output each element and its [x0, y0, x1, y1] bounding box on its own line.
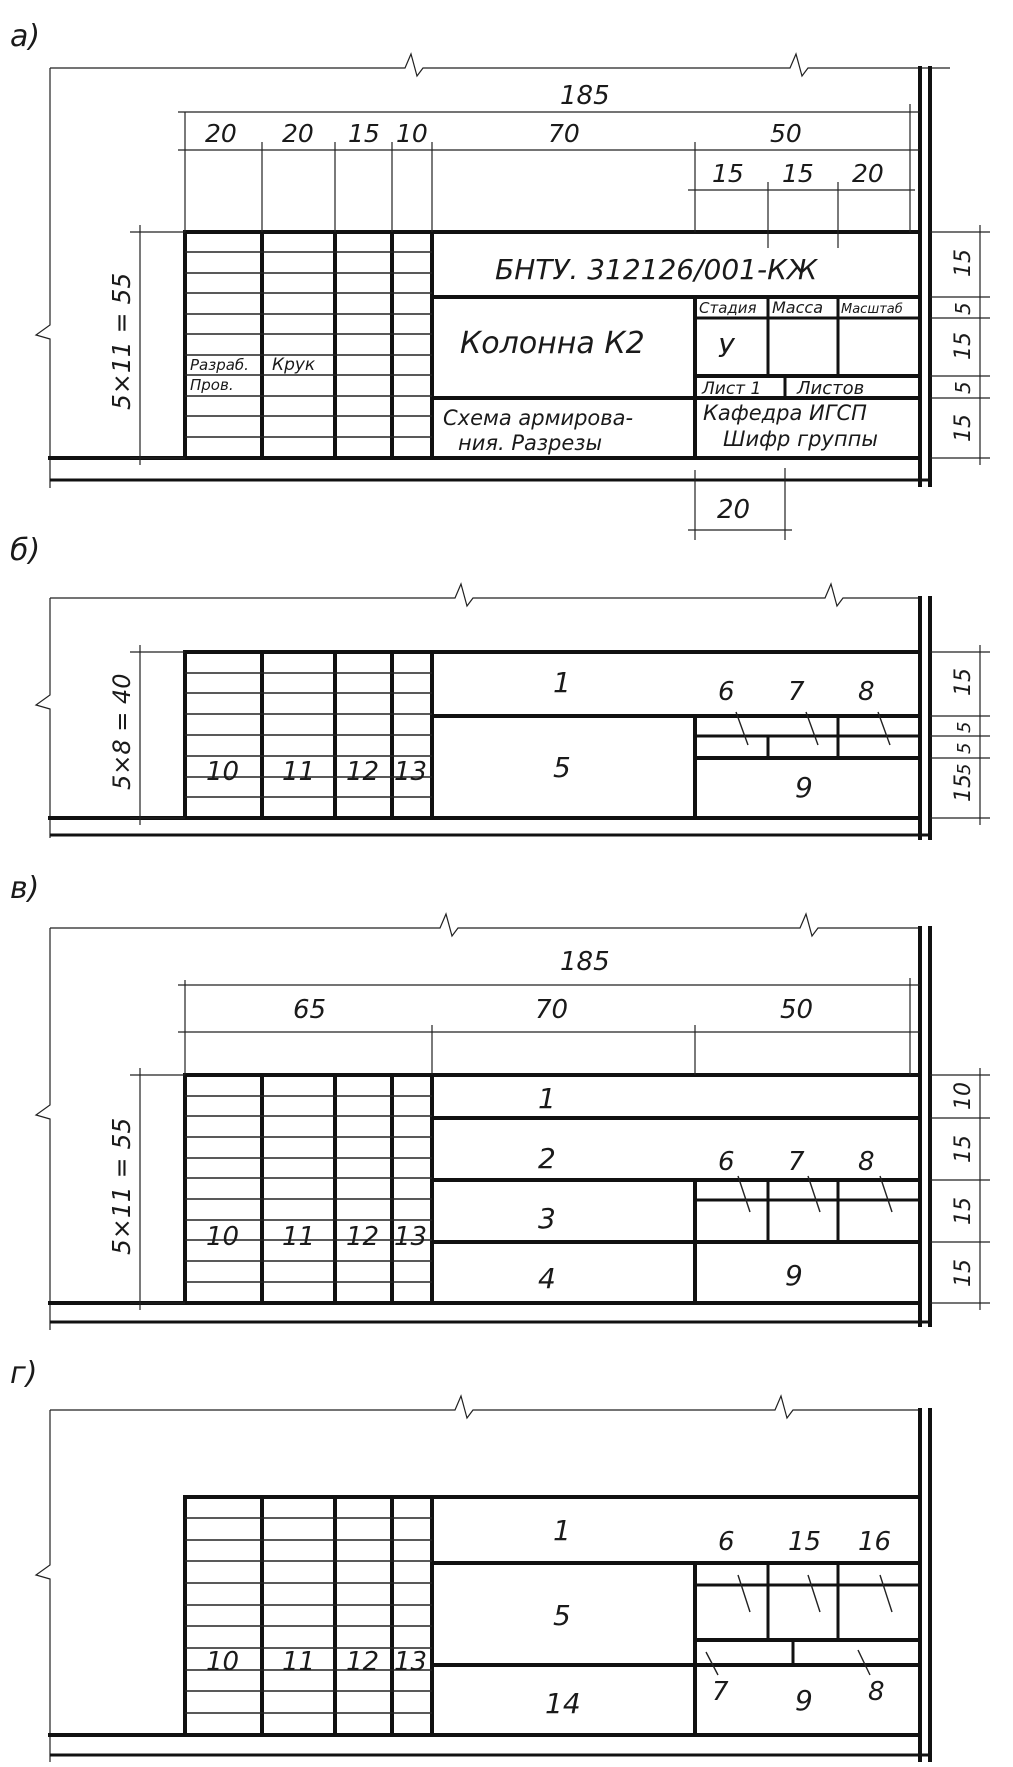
stage-label: Стадия: [699, 299, 757, 317]
panel-letter-c: в): [10, 871, 40, 906]
doc-code: БНТУ. 312126/001-КЖ: [495, 253, 818, 286]
dim-a-right-1: 15: [951, 249, 976, 277]
d-label-6: 6: [718, 1527, 735, 1557]
c-label-11: 11: [282, 1222, 316, 1252]
b-label-12: 12: [346, 757, 380, 787]
b-label-1: 1: [553, 666, 571, 699]
dim-c-right-3: 15: [951, 1197, 976, 1225]
dim-a-col-6: 50: [770, 119, 802, 148]
dim-a-left: 5×11 = 55: [107, 272, 136, 410]
dim-c-total: 185: [560, 947, 610, 977]
panel-letter-a: а): [10, 19, 41, 54]
mass-label: Масса: [772, 298, 824, 317]
d-label-10: 10: [206, 1647, 240, 1677]
checker-label: Пров.: [190, 376, 234, 394]
group-code-label: Шифр группы: [723, 427, 878, 451]
d-label-8: 8: [868, 1677, 885, 1707]
d-label-16: 16: [858, 1527, 892, 1557]
b-label-6: 6: [718, 677, 735, 707]
dim-a-sub-3: 20: [852, 159, 884, 188]
dim-a-col-2: 20: [282, 119, 314, 148]
doc-desc-line2: ния. Разрезы: [458, 431, 603, 455]
c-label-12: 12: [346, 1222, 380, 1252]
panel-c: [10, 871, 990, 1330]
c-label-1: 1: [538, 1082, 556, 1115]
developer-label: Разраб.: [190, 356, 249, 374]
d-label-1: 1: [553, 1514, 571, 1547]
b-label-9: 9: [795, 771, 813, 804]
dim-a-sub-2: 15: [782, 159, 814, 188]
panel-d: [10, 1356, 930, 1762]
dim-a-col-3: 15: [348, 119, 380, 148]
d-label-12: 12: [346, 1647, 380, 1677]
dim-b-right-3: 5: [954, 742, 975, 754]
doc-title: Колонна К2: [460, 326, 645, 361]
b-label-13: 13: [394, 757, 428, 787]
dim-b-right-4: 5: [954, 763, 975, 775]
dim-a-bottom: 20: [717, 495, 751, 525]
panel-letter-d: г): [10, 1356, 38, 1391]
dim-b-right-1: 15: [951, 668, 976, 696]
dim-c-col-3: 50: [780, 995, 814, 1025]
dim-c-right-1: 10: [951, 1082, 976, 1110]
d-label-14: 14: [545, 1687, 581, 1720]
dim-a-right-5: 15: [951, 414, 976, 442]
b-label-8: 8: [858, 677, 875, 707]
c-label-7: 7: [788, 1147, 805, 1177]
dim-a-right-4: 5: [951, 381, 975, 394]
c-label-10: 10: [206, 1222, 240, 1252]
dim-a-sub-1: 15: [712, 159, 744, 188]
sheet-label: Лист 1: [702, 379, 762, 399]
dim-c-col-2: 70: [535, 995, 569, 1025]
dept-label: Кафедра ИГСП: [703, 401, 867, 425]
dim-a-col-5: 70: [548, 119, 580, 148]
b-label-7: 7: [788, 677, 805, 707]
sheets-label: Листов: [797, 378, 865, 399]
panel-a: [10, 19, 990, 540]
b-label-5: 5: [553, 751, 571, 784]
dim-a-total: 185: [560, 81, 610, 111]
b-label-11: 11: [282, 757, 316, 787]
c-label-3: 3: [538, 1202, 556, 1235]
d-label-13: 13: [394, 1647, 428, 1677]
c-label-6: 6: [718, 1147, 735, 1177]
b-label-10: 10: [206, 757, 240, 787]
developer-name: Крук: [272, 355, 316, 375]
dim-a-col-4: 10: [396, 119, 428, 148]
dim-c-left: 5×11 = 55: [107, 1117, 136, 1255]
d-label-15: 15: [788, 1527, 822, 1557]
panel-letter-b: б): [10, 533, 41, 568]
panel-b: [10, 533, 990, 838]
c-label-2: 2: [538, 1142, 556, 1175]
c-label-8: 8: [858, 1147, 875, 1177]
dim-a-right-2: 5: [951, 302, 975, 315]
dim-c-right-4: 15: [951, 1259, 976, 1287]
d-label-7: 7: [712, 1677, 729, 1707]
dim-a-col-1: 20: [205, 119, 237, 148]
c-label-13: 13: [394, 1222, 428, 1252]
d-label-9: 9: [795, 1684, 813, 1717]
dim-c-col-1: 65: [293, 995, 327, 1025]
dim-b-left: 5×8 = 40: [108, 673, 136, 790]
d-label-11: 11: [282, 1647, 316, 1677]
d-label-5: 5: [553, 1599, 571, 1632]
dim-b-right-5: 15: [951, 774, 976, 802]
dim-c-right-2: 15: [951, 1135, 976, 1163]
c-label-4: 4: [538, 1262, 556, 1295]
dim-b-right-2: 5: [954, 721, 975, 733]
scale-label: Масштаб: [841, 302, 903, 317]
c-label-9: 9: [785, 1259, 803, 1292]
doc-desc-line1: Схема армирова-: [443, 406, 634, 430]
dim-a-right-3: 15: [951, 332, 976, 360]
stage-value: У: [718, 334, 734, 364]
